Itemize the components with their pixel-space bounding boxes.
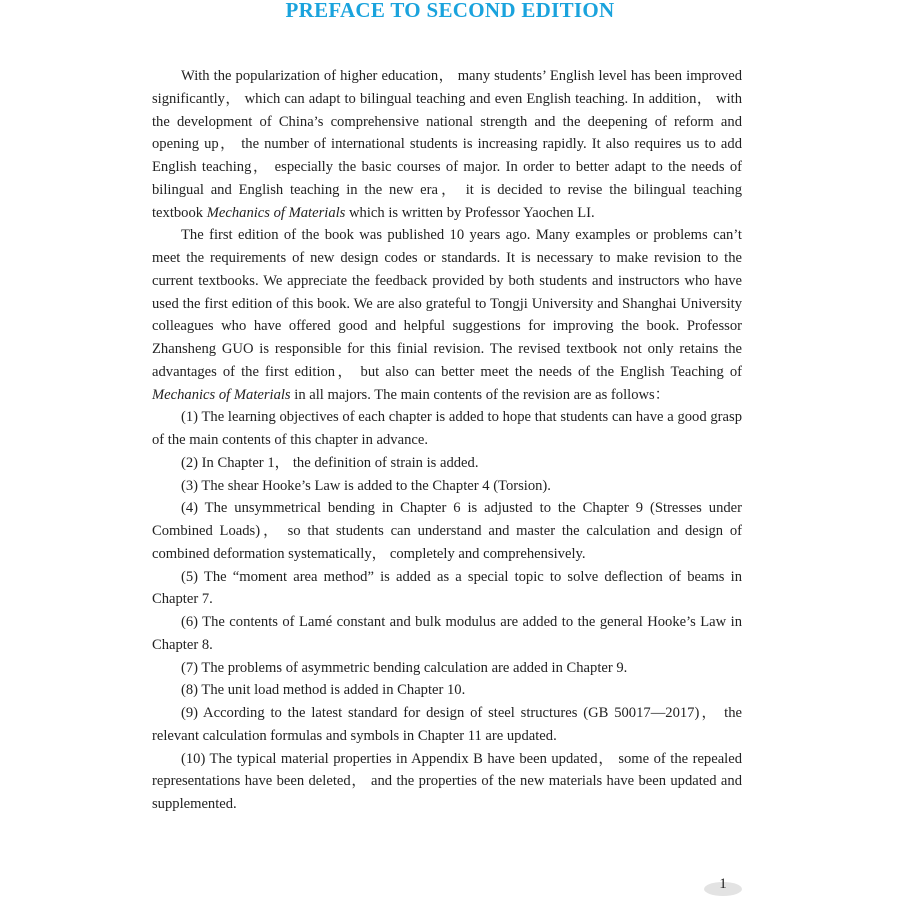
revision-item-8: (8) The unit load method is added in Chapter 10.	[181, 682, 466, 699]
page-title: PREFACE TO SECOND EDITION	[285, 0, 615, 22]
revision-item-9: (9) According to the latest standard for design of steel structures (GB 50017—2017)， the relevant calculation formulas and symbols in Chapter 11 are updated.	[152, 705, 742, 744]
paragraph-intro-text: With the popularization of higher education， many students’ English level has been improved significantly， which can adapt to bilingual teaching and even English teaching. In addition， with the development of China’s comprehensive national strength and the deepening of reform and opening up， the number of international students is increasing rapidly. It also requires us to add English teaching， especially the basic courses of major. In order to better adapt to the needs of bilingual and English teaching in the new era， it is decided to revise the bilingual teaching textbook	[152, 68, 742, 221]
revision-item-1: (1) The learning objectives of each chapter is added to hope that students can have a good grasp of the main contents of this chapter in advance.	[152, 409, 742, 448]
revision-item-10: (10) The typical material properties in Appendix B have been updated， some of the repealed representations have been deleted， and the properties of the new materials have been updated and supplemented.	[152, 750, 742, 812]
revision-item-2: (2) In Chapter 1， the definition of strain is added.	[181, 454, 479, 471]
revision-item-3: (3) The shear Hooke’s Law is added to the Chapter 4 (Torsion).	[181, 477, 551, 494]
revision-item-4: (4) The unsymmetrical bending in Chapter 6 is adjusted to the Chapter 9 (Stresses under Combined Loads)， so that students can understand and master the calculation and design of combined deformation systematically， completely and comprehensively.	[152, 500, 742, 562]
book-title: Mechanics of Materials	[206, 204, 346, 221]
revision-item-5: (5) The “moment area method” is added as a special topic to solve deflection of beams in Chapter 7.	[152, 568, 742, 608]
book-title: Mechanics of Materials	[152, 386, 291, 403]
paragraph-revision	[152, 224, 742, 406]
revision-item-7: (7) The problems of asymmetric bending calculation are added in Chapter 9.	[181, 659, 628, 676]
page-number	[704, 876, 742, 898]
preface-body	[152, 65, 742, 816]
paragraph-revision-tail: in all majors. The main contents of the revision are as follows：	[290, 386, 670, 403]
paragraph-revision-text: The first edition of the book was published 10 years ago. Many examples or problems can’t meet the requirements of new design codes or standards. It is necessary to make revision to the current textbooks. We appreciate the feedback provided by both students and instructors who have used the first edition of this book. We are also grateful to Tongji University and Shanghai University colleagues who have offered good and helpful suggestions for improving the book. Professor Zhansheng GUO is responsible for this finial revision. The revised textbook not only retains the advantages of the first edition， but also can better meet the needs of the English Teaching of	[152, 227, 742, 380]
page-number-text: 1	[719, 876, 727, 892]
paragraph-intro	[152, 65, 742, 224]
revision-item-6: (6) The contents of Lamé constant and bulk modulus are added to the general Hooke’s Law in Chapter 8.	[152, 614, 742, 653]
paragraph-intro-tail: which is written by Professor Yaochen LI.	[345, 204, 595, 221]
